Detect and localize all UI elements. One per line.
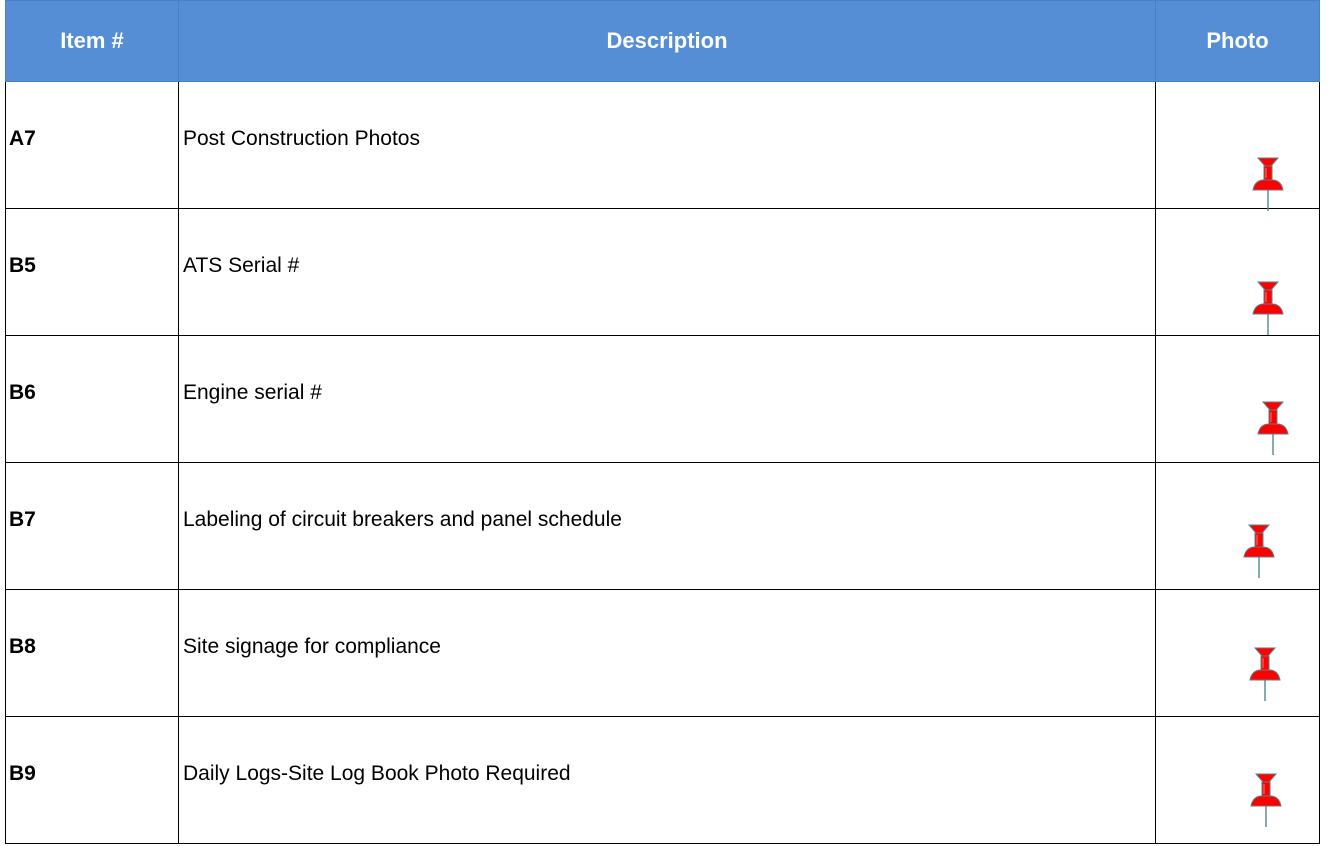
description-cell: [179, 590, 1156, 717]
table-row: [6, 590, 1320, 717]
pushpin-icon[interactable]: [1248, 646, 1282, 702]
description-cell: [179, 209, 1156, 336]
table-row: [6, 209, 1320, 336]
photo-cell[interactable]: [1156, 82, 1320, 209]
description-text: Daily Logs-Site Log Book Photo Required: [183, 762, 571, 785]
description-text: Engine serial #: [183, 381, 322, 404]
header-row: [6, 1, 1320, 82]
table-row: [6, 82, 1320, 209]
pushpin-icon[interactable]: [1251, 280, 1285, 336]
item-number-cell: [6, 463, 179, 590]
item-number: B9: [9, 762, 36, 785]
photo-cell[interactable]: [1156, 336, 1320, 463]
description-text: Labeling of circuit breakers and panel schedule: [183, 508, 622, 531]
pushpin-icon[interactable]: [1256, 400, 1290, 456]
item-number-cell: [6, 336, 179, 463]
item-number: B7: [9, 508, 36, 531]
description-cell: [179, 336, 1156, 463]
item-number: A7: [9, 127, 36, 150]
pushpin-icon[interactable]: [1242, 523, 1276, 579]
item-number: B6: [9, 381, 36, 404]
item-number-cell: [6, 590, 179, 717]
description-text: ATS Serial #: [183, 254, 300, 277]
table-row: [6, 463, 1320, 590]
photo-cell[interactable]: [1156, 717, 1320, 844]
item-number-cell: [6, 209, 179, 336]
item-number: B5: [9, 254, 36, 277]
item-number-cell: [6, 82, 179, 209]
item-number: B8: [9, 635, 36, 658]
description-text: Post Construction Photos: [183, 127, 420, 150]
description-text: Site signage for compliance: [183, 635, 441, 658]
item-number-cell: [6, 717, 179, 844]
table-row: [6, 336, 1320, 463]
photo-cell[interactable]: [1156, 209, 1320, 336]
pushpin-icon[interactable]: [1249, 772, 1283, 828]
photo-cell[interactable]: [1156, 590, 1320, 717]
photo-checklist-table: [5, 0, 1320, 844]
description-cell: [179, 463, 1156, 590]
pushpin-icon[interactable]: [1251, 156, 1285, 212]
header-photo: Photo: [1156, 1, 1320, 82]
photo-cell[interactable]: [1156, 463, 1320, 590]
description-cell: [179, 717, 1156, 844]
table-row: [6, 717, 1320, 844]
header-description: Description: [179, 1, 1156, 82]
header-item-number: Item #: [6, 1, 179, 82]
description-cell: [179, 82, 1156, 209]
